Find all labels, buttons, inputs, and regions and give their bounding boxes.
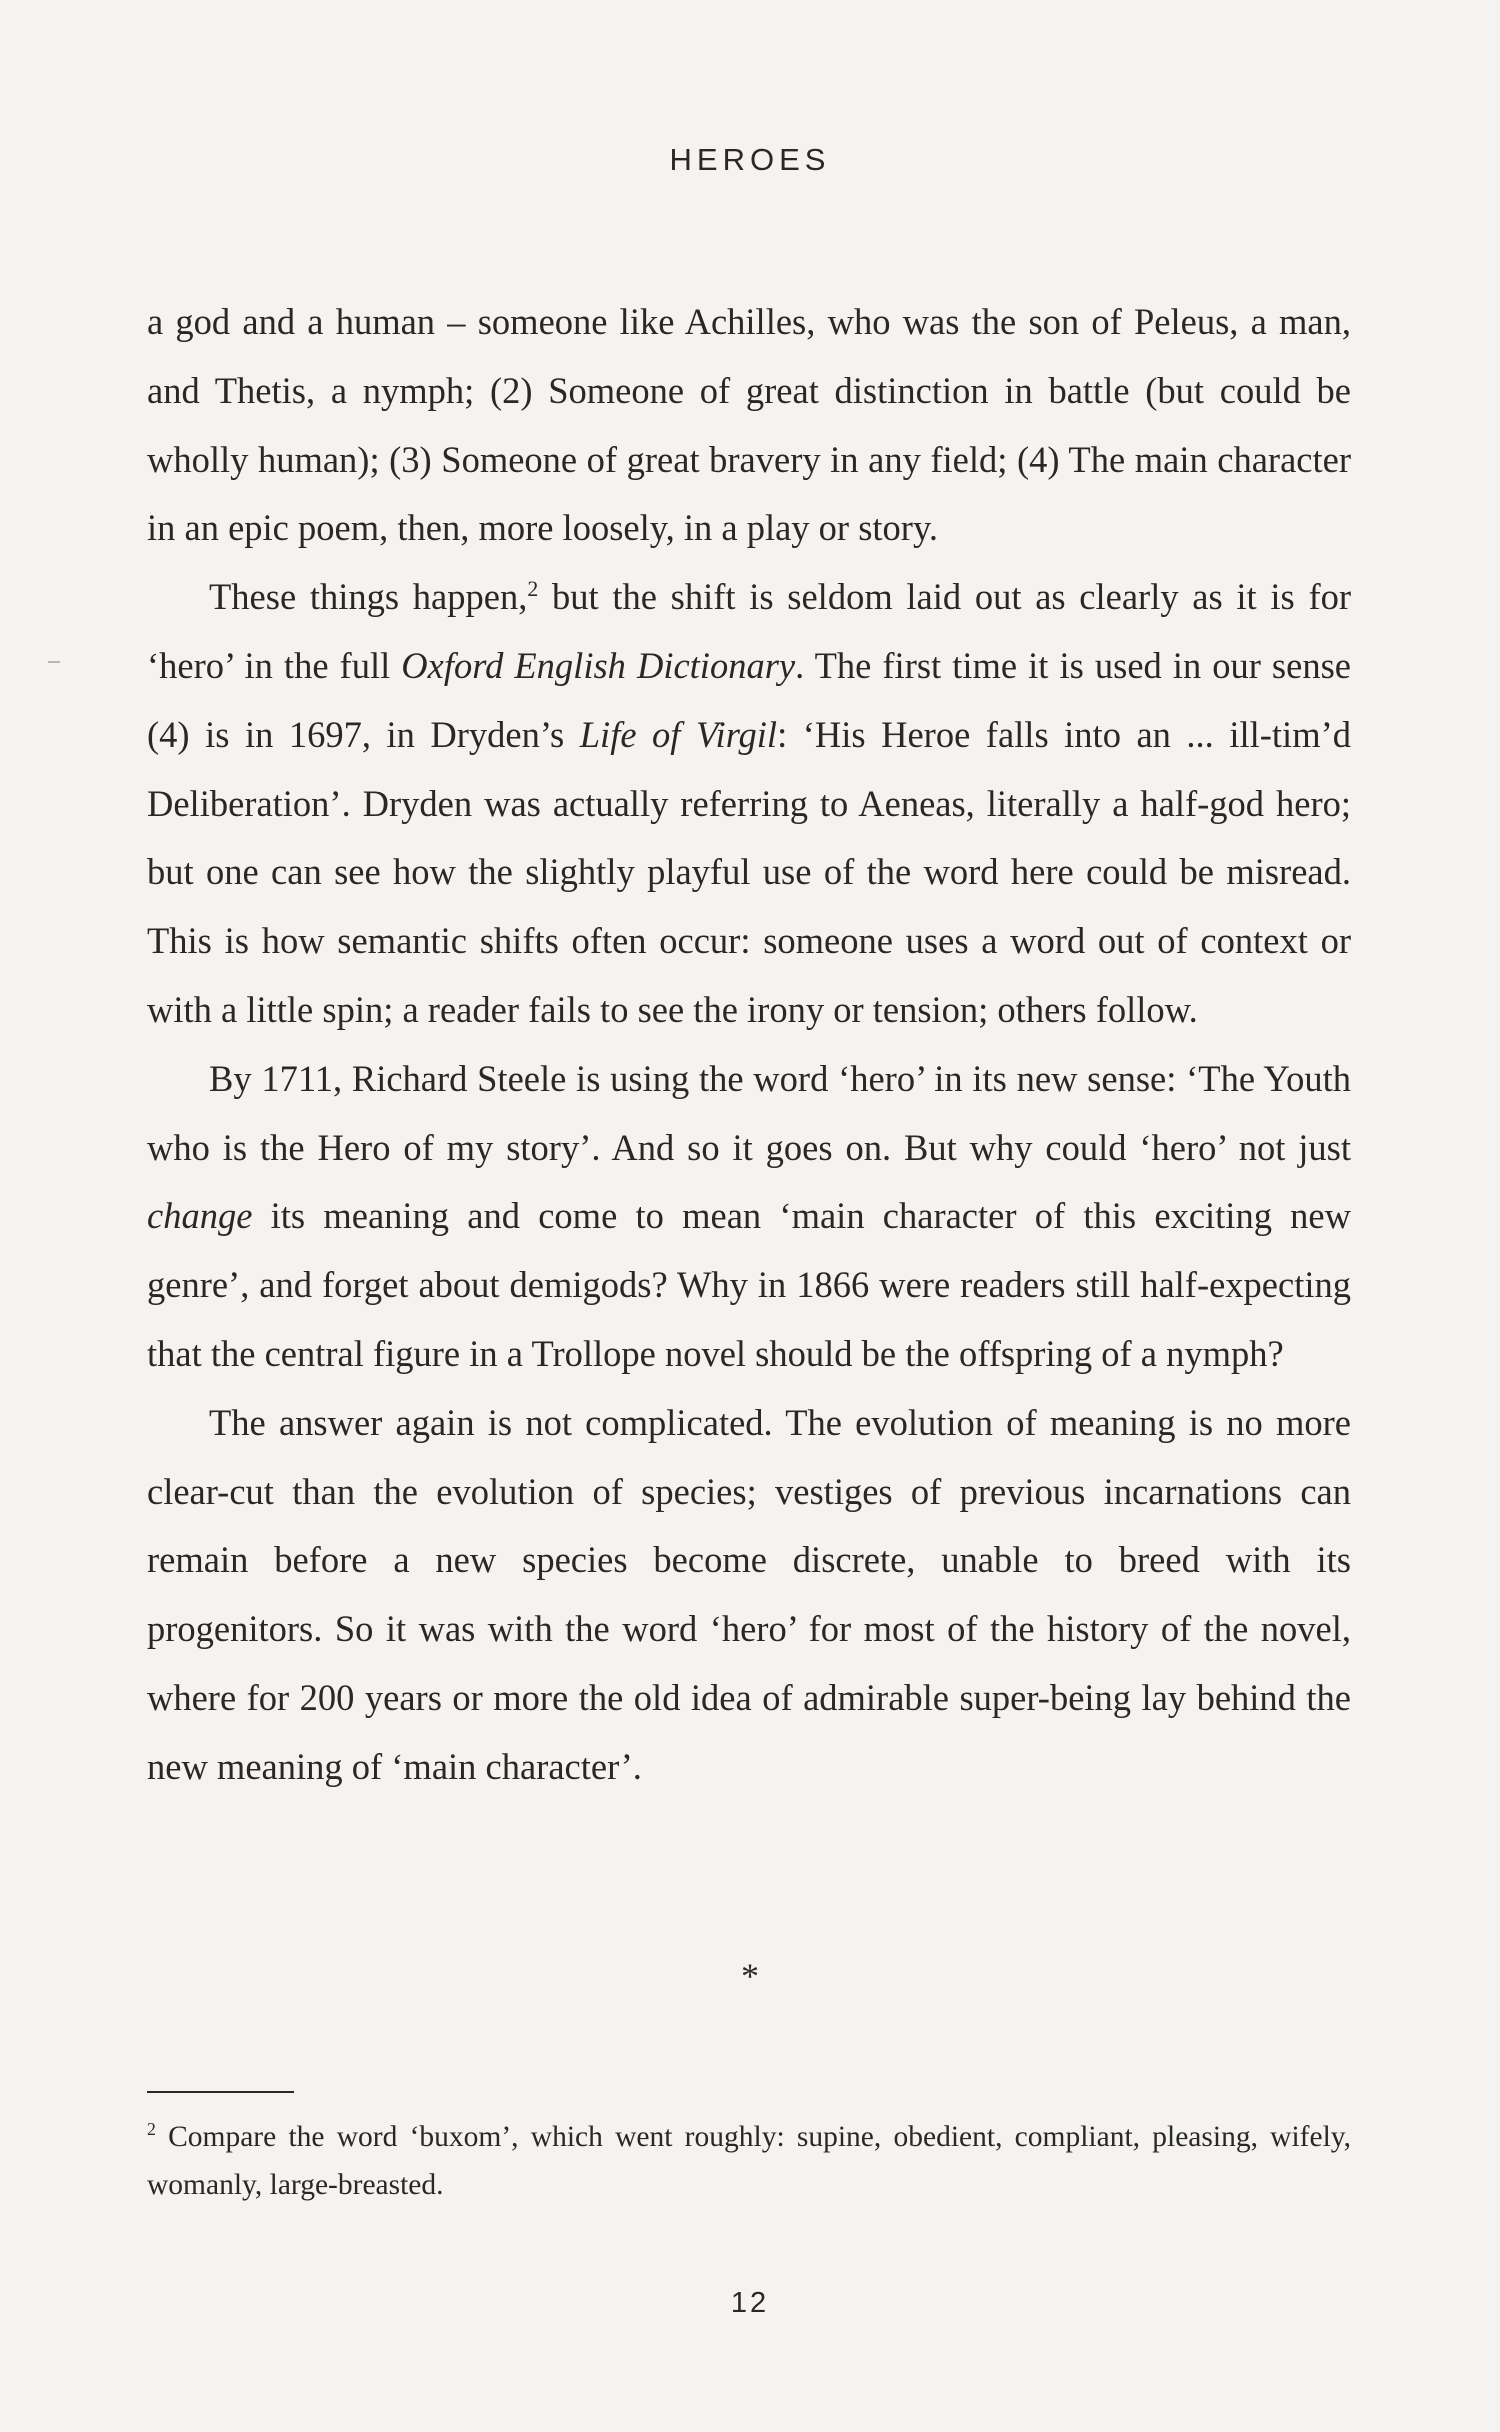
- book-title-oed: Oxford English Dictionary: [401, 644, 796, 686]
- page-number: 12: [730, 2287, 770, 2319]
- paragraph-4-text: The answer again is not complicated. The evolution of meaning is no more clear-cut than the evolution of species; vestiges of previous incarnations can remain before a new species become discrete, unable to breed with its progenitors. So it was with the word ‘hero’ for most of the history of the novel, where for 200 years or more the old idea of admirable super-being lay behind the new meaning of ‘main character’.: [147, 1401, 1351, 1787]
- body-text: [147, 288, 1351, 1802]
- running-head: HEROES: [669, 142, 831, 177]
- paragraph-1: [147, 288, 1351, 563]
- paragraph-2-text-3: . The first time it is used in our sense (4) is in 1697, in Dryden’s: [147, 644, 1351, 755]
- emphasis-change: change: [147, 1195, 253, 1237]
- paragraph-1-text: a god and a human – someone like Achilles, who was the son of Peleus, a man, and Thetis, a nymph; (2) Someone of great distinction in battle (but could be wholly human); (3) Someone of great bravery in any field; (4) The main character in an epic poem, then, more loosely, in a play or story.: [147, 301, 1351, 549]
- footnote: [147, 2113, 1351, 2209]
- margin-mark: [48, 661, 60, 663]
- paragraph-2-text-1: These things happen,: [209, 576, 528, 618]
- footnote-text: Compare the word ‘buxom’, which went roughly: supine, obedient, compliant, pleasing, wifely, womanly, large-breasted.: [147, 2121, 1351, 2201]
- book-title-life-of-virgil: Life of Virgil: [579, 713, 778, 755]
- paragraph-4: [147, 1389, 1351, 1802]
- paragraph-2-text-4: : ‘His Heroe falls into an ... ill-tim’d Deliberation’. Dryden was actually referring to Aeneas, literally a half-god hero; but one can see how the slightly playful use of the word here could be misread. This is how semantic shifts often occur: someone uses a word out of context or with a little spin; a reader fails to see the irony or tension; others follow.: [147, 713, 1351, 1030]
- paragraph-3-text-2: its meaning and come to mean ‘main character of this exciting new genre’, and forget about demigods? Why in 1866 were readers still half-expecting that the central figure in a Trollope novel should be the offspring of a nymph?: [147, 1195, 1351, 1374]
- paragraph-3: [147, 1045, 1351, 1389]
- paragraph-3-text-1: By 1711, Richard Steele is using the word ‘hero’ in its new sense: ‘The Youth who is the Hero of my story’. And so it goes on. But why could ‘hero’ not just: [147, 1057, 1351, 1168]
- paragraph-2-text-2: but the shift is seldom laid out as clearly as it is for ‘hero’ in the full: [147, 576, 1351, 686]
- section-break-asterisk: *: [741, 1956, 759, 1996]
- footnote-reference: 2: [527, 576, 539, 602]
- footnote-divider: [147, 2091, 294, 2093]
- paragraph-2: [147, 563, 1351, 1045]
- footnote-number: 2: [147, 2119, 156, 2140]
